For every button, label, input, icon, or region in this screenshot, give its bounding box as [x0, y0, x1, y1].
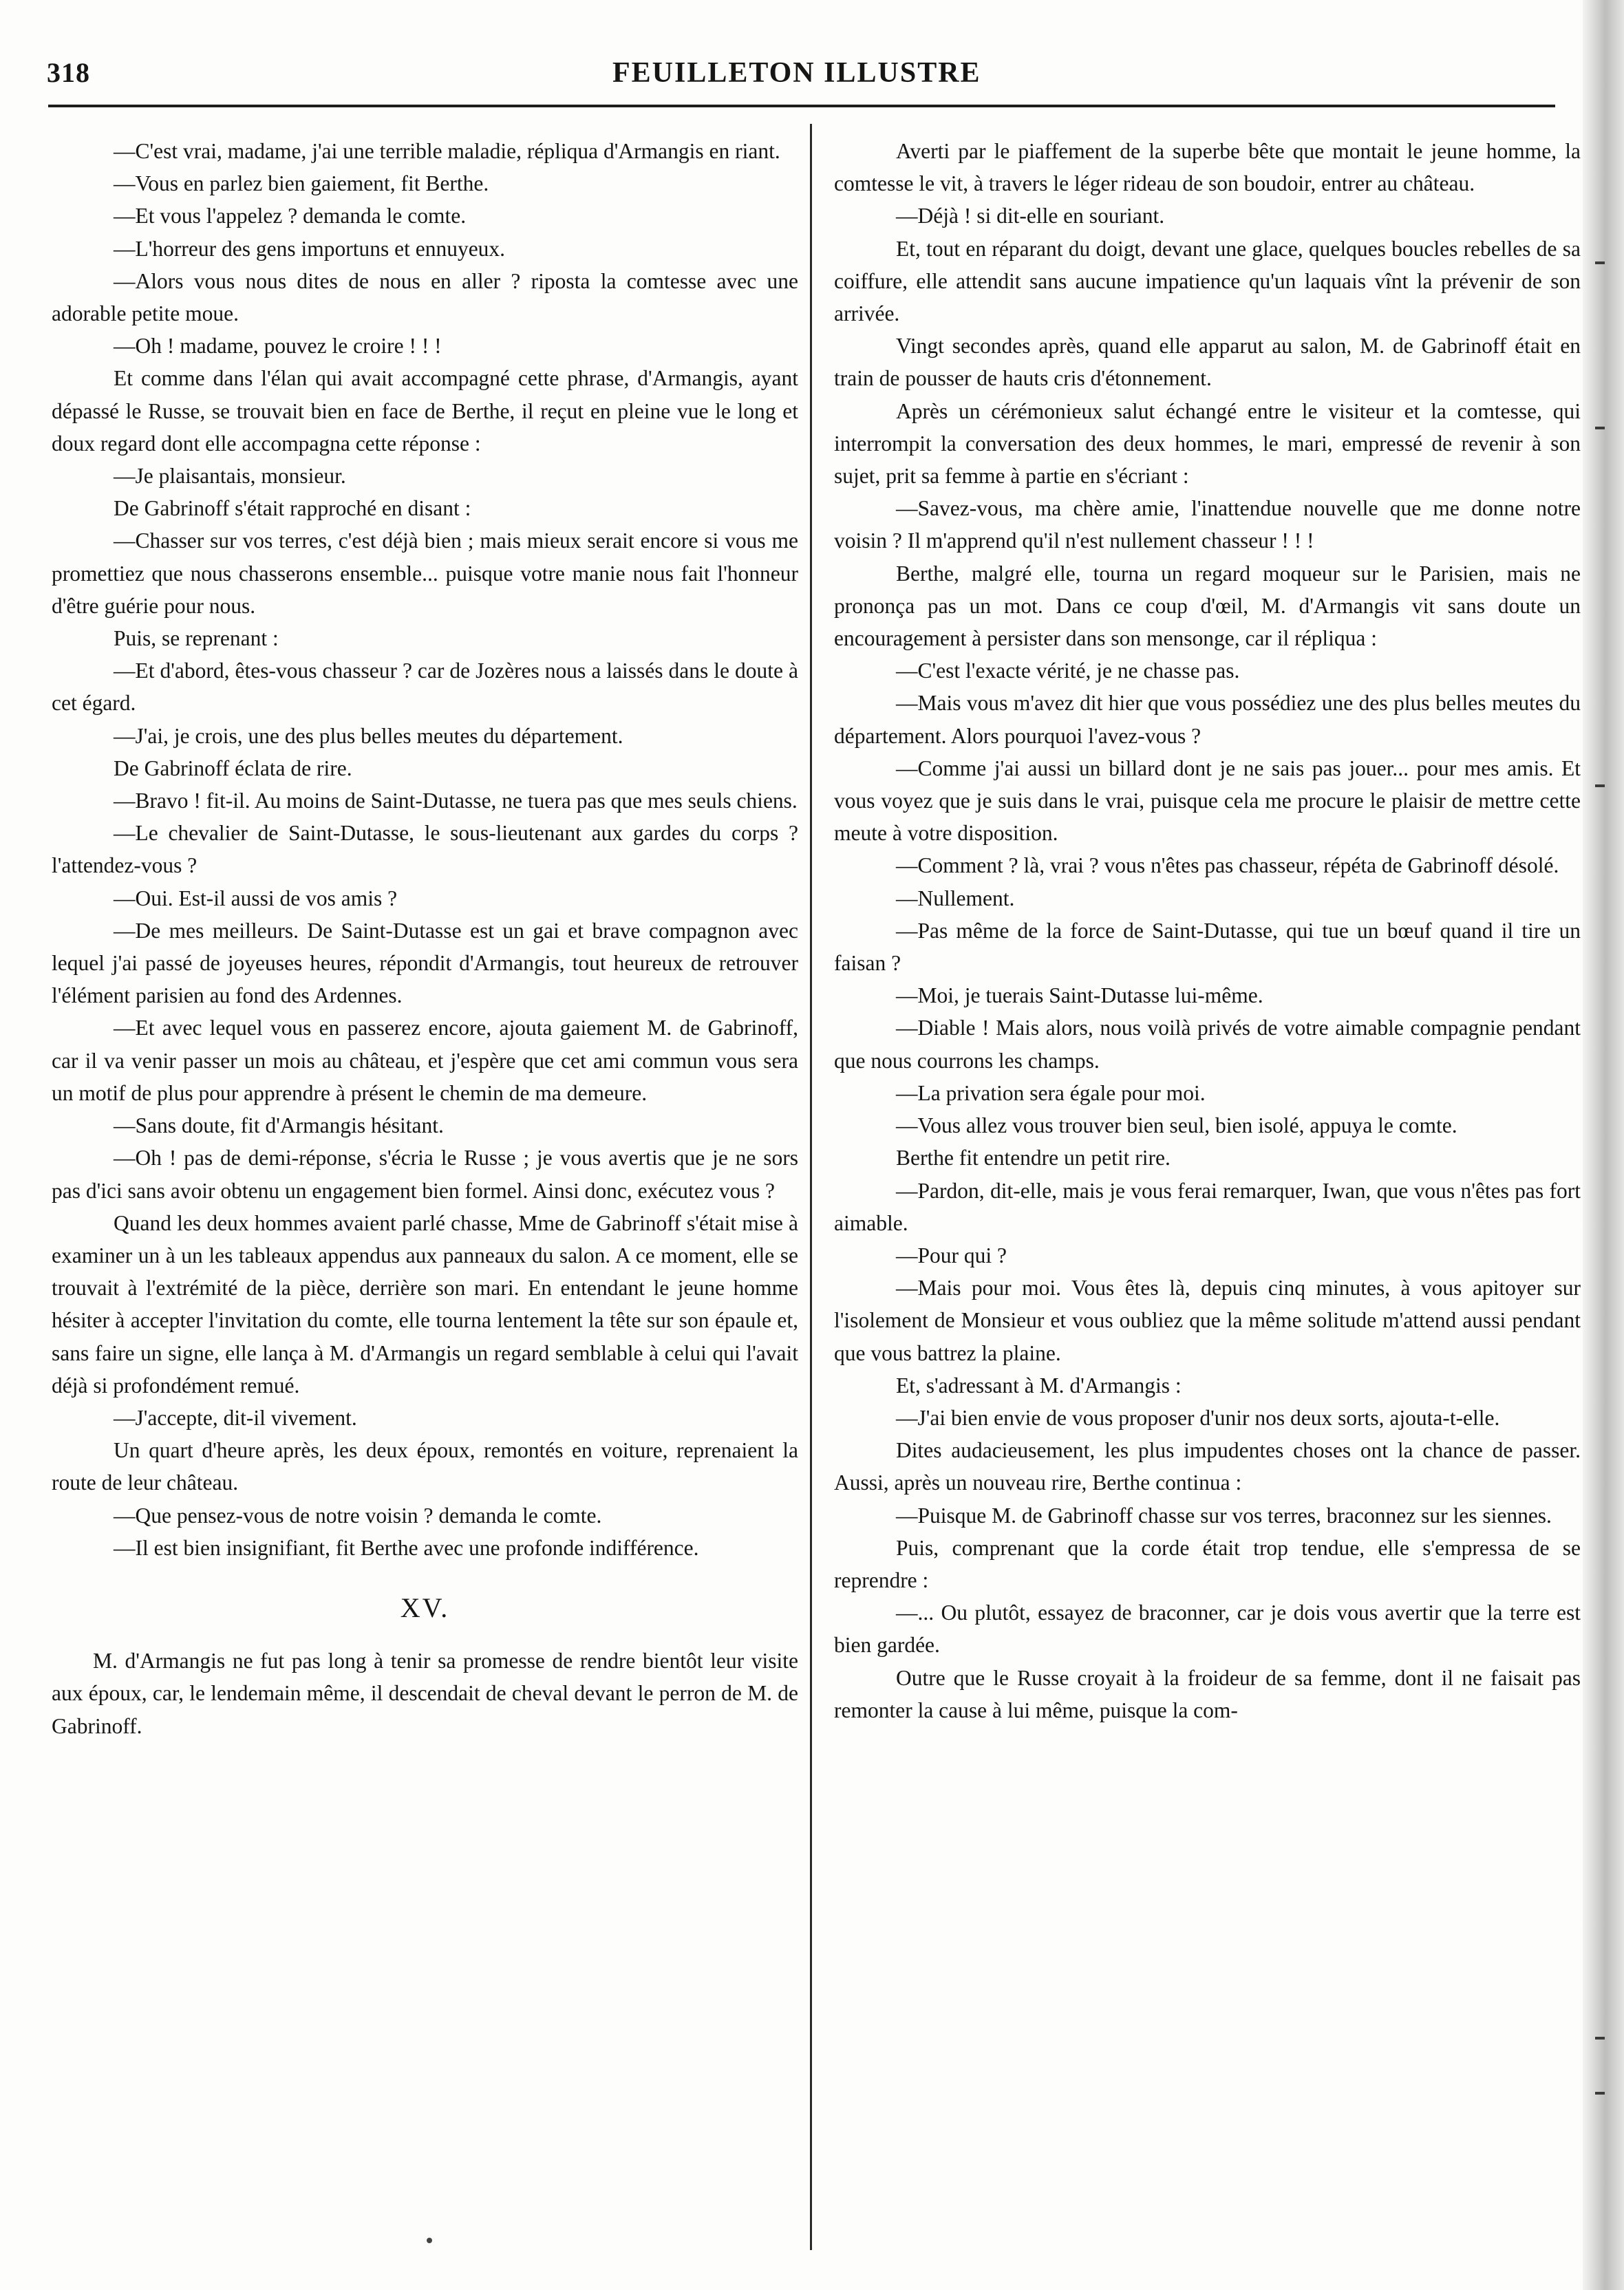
paragraph: —... Ou plutôt, essayez de braconner, car je dois vous avertir que la terre est bien gardée.	[834, 1601, 1581, 1658]
paragraph: —Et d'abord, êtes-vous chasseur ? car de Jozères nous a laissés dans le doute à cet égard.	[52, 659, 798, 716]
paragraph: Et, s'adressant à M. d'Armangis :	[896, 1373, 1182, 1398]
paragraph: —J'ai bien envie de vous proposer d'unir nos deux sorts, ajouta-t-elle.	[896, 1405, 1500, 1430]
ink-speck	[427, 2238, 432, 2243]
paragraph: M. d'Armangis ne fut pas long à tenir sa promesse de rendre bientôt leur visite aux époux, car, le lendemain même, il descendait de cheval devant le perron de M. de Gabrinoff.	[52, 1649, 798, 1738]
edge-mark	[1595, 261, 1605, 264]
paragraph: Berthe, malgré elle, tourna un regard moqueur sur le Parisien, mais ne prononça pas un mot. Dans ce coup d'œil, M. d'Armangis vit sans doute un encouragement à persister dans son mensonge, car il répliqua :	[834, 561, 1581, 651]
paragraph: —Vous en parlez bien gaiement, fit Berthe.	[114, 171, 489, 196]
paragraph: —Il est bien insignifiant, fit Berthe avec une profonde indifférence.	[114, 1535, 699, 1560]
paragraph: —Pardon, dit-elle, mais je vous ferai remarquer, Iwan, que vous n'êtes pas fort aimable.	[834, 1178, 1581, 1235]
paragraph: De Gabrinoff s'était rapproché en disant :	[114, 496, 471, 521]
header-rule	[48, 105, 1555, 107]
scanned-page-edge	[1583, 0, 1624, 2290]
paragraph: —Le chevalier de Saint-Dutasse, le sous-lieutenant aux gardes du corps ? l'attendez-vous ?	[52, 821, 798, 878]
paragraph: —J'accepte, dit-il vivement.	[114, 1405, 357, 1430]
paragraph: —Je plaisantais, monsieur.	[114, 464, 346, 489]
edge-mark	[1595, 427, 1605, 429]
page-number: 318	[47, 57, 90, 88]
paragraph: —Oh ! madame, pouvez le croire ! ! !	[114, 334, 442, 359]
paragraph: Puis, comprenant que la corde était trop tendue, elle s'empressa de se reprendre :	[834, 1535, 1581, 1592]
paragraph: —Vous allez vous trouver bien seul, bien isolé, appuya le comte.	[896, 1113, 1457, 1138]
paragraph: Et, tout en réparant du doigt, devant une glace, quelques boucles rebelles de sa coiffure, elle attendit sans aucune impatience qu'un laquais vînt la prévenir de son arrivée.	[834, 236, 1581, 326]
column-divider	[810, 124, 812, 2250]
paragraph: Après un cérémonieux salut échangé entre le visiteur et la comtesse, qui interrompit la conversation des deux hommes, le mari, empressé de revenir à son sujet, prit sa femme à partie en s'écriant :	[834, 398, 1581, 489]
paragraph: —Et vous l'appelez ? demanda le comte.	[114, 204, 467, 228]
paragraph: —Déjà ! si dit-elle en souriant.	[896, 204, 1165, 228]
edge-mark	[1595, 2037, 1605, 2040]
paragraph: Vingt secondes après, quand elle apparut au salon, M. de Gabrinoff était en train de pousser de hauts cris d'étonnement.	[834, 334, 1581, 391]
paragraph: —Diable ! Mais alors, nous voilà privés de votre aimable compagnie pendant que nous courrons les champs.	[834, 1016, 1581, 1073]
paragraph: —Pas même de la force de Saint-Dutasse, qui tue un bœuf quand il tire un faisan ?	[834, 918, 1581, 976]
paragraph: Outre que le Russe croyait à la froideur de sa femme, dont il ne faisait pas remonter la cause à lui même, puisque la com-	[834, 1665, 1581, 1722]
paragraph: —Savez-vous, ma chère amie, l'inattendue nouvelle que me donne notre voisin ? Il m'apprend qu'il n'est nullement chasseur ! ! !	[834, 496, 1581, 553]
paragraph: —Oh ! pas de demi-réponse, s'écria le Russe ; je vous avertis que je ne sors pas d'ici sans avoir obtenu un engagement bien formel. Ainsi donc, exécutez vous ?	[52, 1146, 798, 1203]
paragraph: —Mais pour moi. Vous êtes là, depuis cinq minutes, à vous apitoyer sur l'isolement de Monsieur et vous oubliez que la même solitude m'attend aussi pendant que vous battrez la plaine.	[834, 1276, 1581, 1365]
paragraph: De Gabrinoff éclata de rire.	[114, 756, 352, 780]
paragraph: —Oui. Est-il aussi de vos amis ?	[114, 886, 398, 910]
paragraph: —Comme j'ai aussi un billard dont je ne sais pas jouer... pour mes amis. Et vous voyez que je suis dans le vrai, puisque cela me procure le plaisir de mettre cette meute à votre disposition.	[834, 756, 1581, 846]
paragraph: —Et avec lequel vous en passerez encore, ajouta gaiement M. de Gabrinoff, car il va venir passer un mois au château, et j'espère que cet ami commun vous sera un motif de plus pour apprendre à présent le chemin de ma demeure.	[52, 1016, 798, 1105]
paragraph: —De mes meilleurs. De Saint-Dutasse est un gai et brave compagnon avec lequel j'ai passé de joyeuses heures, répondit d'Armangis, tout heureux de retrouver l'élément parisien au fond des Ardennes.	[52, 918, 798, 1008]
paragraph: Dites audacieusement, les plus impudentes choses ont la chance de passer. Aussi, après un nouveau rire, Berthe continua :	[834, 1438, 1581, 1495]
paragraph: —C'est vrai, madame, j'ai une terrible maladie, répliqua d'Armangis en riant.	[114, 139, 780, 163]
paragraph: —Alors vous nous dites de nous en aller ? riposta la comtesse avec une adorable petite moue.	[52, 268, 798, 326]
paragraph: —J'ai, je crois, une des plus belles meutes du département.	[114, 723, 623, 748]
edge-mark	[1595, 784, 1605, 787]
paragraph: —Comment ? là, vrai ? vous n'êtes pas chasseur, répéta de Gabrinoff désolé.	[896, 853, 1559, 878]
paragraph: Un quart d'heure après, les deux époux, remontés en voiture, reprenaient la route de leur château.	[52, 1438, 798, 1495]
paragraph: —Puisque M. de Gabrinoff chasse sur vos terres, braconnez sur les siennes.	[896, 1503, 1552, 1528]
left-column	[52, 135, 798, 1742]
paragraph: —C'est l'exacte vérité, je ne chasse pas.	[896, 659, 1240, 683]
page-header	[41, 56, 1570, 98]
paragraph: —Bravo ! fit-il. Au moins de Saint-Dutasse, ne tuera pas que mes seuls chiens.	[114, 789, 798, 813]
right-column	[834, 135, 1581, 1726]
paragraph: Berthe fit entendre un petit rire.	[896, 1146, 1171, 1170]
running-title: FEUILLETON ILLUSTRE	[612, 57, 981, 89]
paragraph: —Que pensez-vous de notre voisin ? demanda le comte.	[114, 1503, 602, 1528]
paragraph: Averti par le piaffement de la superbe bête que montait le jeune homme, la comtesse le vit, à travers le léger rideau de son boudoir, entrer au château.	[834, 139, 1581, 196]
paragraph: —Mais vous m'avez dit hier que vous possédiez une des plus belles meutes du département. Alors pourquoi l'avez-vous ?	[834, 691, 1581, 748]
paragraph: Puis, se reprenant :	[114, 626, 279, 651]
edge-mark	[1595, 2092, 1605, 2095]
paragraph: —Moi, je tuerais Saint-Dutasse lui-même.	[896, 983, 1263, 1008]
paragraph: Quand les deux hommes avaient parlé chasse, Mme de Gabrinoff s'était mise à examiner un à un les tableaux appendus aux panneaux du salon. A ce moment, elle se trouvait à l'extrémité de la pièce, derrière son mari. En entendant le jeune homme hésiter à accepter l'invitation du comte, elle tourna lentement la tête sur son épaule et, sans faire un signe, elle lança à M. d'Armangis un regard semblable à celui qui l'avait déjà si profondément remué.	[52, 1210, 798, 1398]
paragraph: —La privation sera égale pour moi.	[896, 1080, 1206, 1105]
paragraph: —L'horreur des gens importuns et ennuyeux.	[114, 236, 506, 261]
paragraph: —Nullement.	[896, 886, 1015, 910]
paragraph: —Chasser sur vos terres, c'est déjà bien ; mais mieux serait encore si vous me promettiez que nous chasserons ensemble... puisque votre manie nous fait l'honneur d'être guérie pour nous.	[52, 528, 798, 618]
paragraph: —Sans doute, fit d'Armangis hésitant.	[114, 1113, 444, 1138]
paragraph: Et comme dans l'élan qui avait accompagné cette phrase, d'Armangis, ayant dépassé le Russe, se trouvait bien en face de Berthe, il reçut en pleine vue le long et doux regard dont elle accompagna cette réponse :	[52, 366, 798, 456]
section-heading: XV.	[400, 1592, 450, 1623]
paragraph: —Pour qui ?	[896, 1243, 1007, 1267]
